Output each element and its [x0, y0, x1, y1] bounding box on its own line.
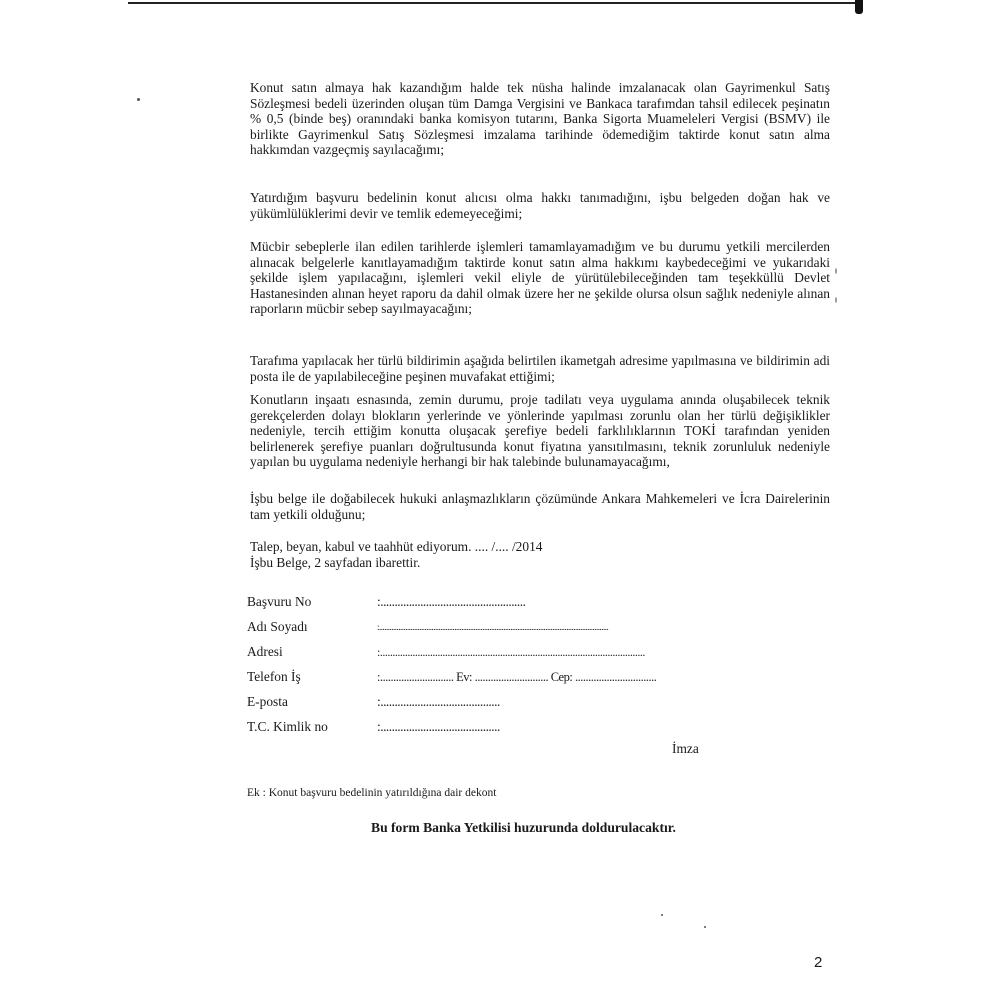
- scan-corner-mark: [855, 0, 863, 14]
- declaration-line: Talep, beyan, kabul ve taahhüt ediyorum. .... /.... /2014: [250, 539, 543, 554]
- form-row-adi-soyadi: [247, 619, 787, 635]
- adi-soyadi-field: :...................................................................................................................................: [377, 622, 609, 632]
- telefon-field: :............................ Ev: ............................ Cep: ...............................: [377, 670, 657, 684]
- form-row-tc-kimlik: [247, 719, 787, 735]
- tc-kimlik-label: T.C. Kimlik no: [247, 719, 328, 734]
- paragraph-jurisdiction: İşbu belge ile doğabilecek hukuki anlaşmazlıkların çözümünde Ankara Mahkemeleri ve İcra Dairelerinin tam yetkili olduğunu;: [250, 491, 830, 522]
- footer-instruction: Bu form Banka Yetkilisi huzurunda doldurulacaktır.: [371, 820, 676, 835]
- scan-speck: [835, 268, 837, 274]
- scan-edge-line: [128, 2, 860, 4]
- scan-speck: [137, 98, 140, 101]
- form-row-basvuru-no: [247, 594, 787, 610]
- basvuru-no-field: :...................................................: [377, 594, 526, 609]
- form-row-telefon: [247, 669, 787, 685]
- adresi-label: Adresi: [247, 644, 283, 659]
- signature-label: İmza: [672, 741, 699, 756]
- scan-speck: [661, 914, 663, 916]
- page-count-line: İşbu Belge, 2 sayfadan ibarettir.: [250, 554, 421, 570]
- adi-soyadi-label: Adı Soyadı: [247, 619, 308, 634]
- page-number: 2: [814, 954, 823, 971]
- paragraph-notifications: Tarafıma yapılacak her türlü bildirimin aşağıda belirtilen ikametgah adresime yapılmasına ve bildirimin adi posta ile de yapılabileceğine peşinen muvafakat ettiğimi;: [250, 353, 830, 384]
- form-row-eposta: [247, 694, 787, 710]
- scan-speck: [835, 297, 837, 303]
- eposta-field: :..........................................: [377, 694, 500, 709]
- scan-top-edge: [0, 0, 1000, 14]
- attachment-note: Ek : Konut başvuru bedelinin yatırıldığına dair dekont: [247, 787, 497, 799]
- tc-kimlik-field: :..........................................: [377, 719, 500, 734]
- form-row-adresi: [247, 644, 787, 660]
- paragraph-construction-changes: Konutların inşaatı esnasında, zemin durumu, proje tadilatı veya uygulama anında oluşabilecek teknik gerekçelerden dolayı blokların yerlerinde ve yönlerinde yapılması zorunlu olan her türlü değişiklikler nedeniyle, tercih ettiğim konutta oluşacak şerefiye bedeli farklılıklarının TOKİ tarafından yeniden belirlenerek şerefiye puanları doğrultusunda konut fiyatına yansıtılmasını, teknik zorunluluk nedeniyle yapılan bu uygulama nedeniyle herhangi bir hak talebinde bulunamayacağımı,: [250, 392, 830, 469]
- telefon-label: Telefon İş: [247, 669, 301, 684]
- paragraph-payment-terms: Konut satın almaya hak kazandığım halde tek nüsha halinde imzalanacak olan Gayrimenkul Satış Sözleşmesi bedeli üzerinden oluşan tüm Damga Vergisini ve Bankaca tarafımdan tahsil edilecek peşinatın % 0,5 (binde beş) oranındaki banka komisyon tutarını, Banka Sigorta Muameleleri Vergisi (BSMV) ile birlikte Gayrimenkul Satış Sözleşmesi imzalama tarihinde ödemediğim taktirde konut satın alma hakkımdan vazgeçmiş sayılacağımı;: [250, 80, 830, 157]
- adresi-field: :..........................................................................................................: [377, 645, 645, 659]
- basvuru-no-label: Başvuru No: [247, 594, 312, 609]
- paragraph-force-majeure: Mücbir sebeplerle ilan edilen tarihlerde işlemleri tamamlayamadığım ve bu durumu yetkili mercilerden alınacak belgelerle kanıtlayamadığım taktirde konut satın alma hakkımı kaybedeceğimi ve yukarıdaki şekilde işlem yapılacağını, işlemleri vekil eliyle de yürütülebileceğinden tam teşekküllü Devlet Hastanesinden alınan heyet raporu da dahil olmak üzere her ne şekilde olursa olsun sağlık nedeniyle alınan raporların mücbir sebep sayılmayacağını;: [250, 239, 830, 316]
- declaration-block: [250, 539, 542, 570]
- scan-speck: [704, 926, 706, 928]
- eposta-label: E-posta: [247, 694, 288, 709]
- paragraph-application-fee: Yatırdığım başvuru bedelinin konut alıcısı olma hakkı tanımadığını, işbu belgeden doğan hak ve yükümlülüklerimi devir ve temlik edemeyeceğimi;: [250, 190, 830, 221]
